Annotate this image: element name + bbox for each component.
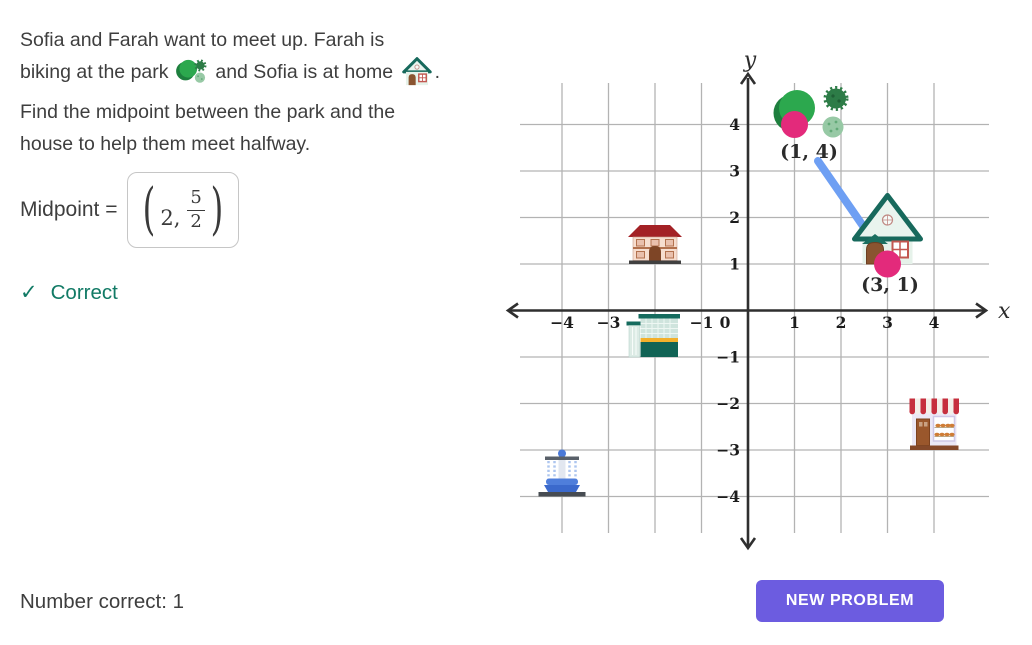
coordinate-plane[interactable]	[500, 30, 1032, 570]
fraction-numerator: 5	[190, 187, 202, 208]
answer-y-fraction	[187, 187, 204, 233]
problem-line: house to help them meet halfway.	[20, 133, 311, 155]
problem-text-segment: .	[434, 61, 440, 83]
point-park[interactable]	[781, 111, 808, 138]
origin-tick: 0	[719, 313, 731, 332]
close-paren: )	[210, 177, 224, 243]
answer-x-value: 2,	[160, 206, 181, 230]
problem-text-segment: and Sofia is at home	[215, 61, 394, 83]
y-tick: −2	[716, 394, 740, 413]
score-text: Number correct:	[20, 590, 167, 613]
problem-text	[20, 24, 510, 160]
fountain-icon	[539, 450, 586, 497]
teal-building-icon	[627, 314, 681, 357]
problem-text-segment: biking at the park	[20, 61, 169, 83]
new-problem-button[interactable]: NEW PROBLEM	[756, 580, 944, 622]
midpoint-answer-box[interactable]	[127, 172, 238, 248]
bakery-icon	[909, 399, 959, 451]
y-tick: 2	[729, 208, 740, 227]
feedback-text: Correct	[50, 280, 118, 304]
x-tick: −1	[689, 313, 714, 332]
home-icon	[401, 56, 433, 96]
point-label-park: (1, 4)	[780, 141, 838, 163]
y-tick: −4	[716, 487, 740, 506]
y-tick: −1	[716, 347, 740, 367]
x-tick: 1	[789, 313, 800, 332]
y-tick: 4	[729, 115, 740, 134]
y-tick: −3	[716, 440, 740, 460]
x-tick: 4	[928, 313, 940, 332]
park-icon	[176, 58, 208, 96]
problem-line: Sofia and Farah want to meet up. Farah is	[20, 29, 385, 51]
open-paren: (	[143, 177, 156, 243]
x-tick: −3	[596, 313, 621, 332]
x-tick: −4	[550, 313, 574, 332]
problem-line	[20, 56, 510, 96]
point-label-house: (3, 1)	[861, 274, 919, 296]
x-axis-label: x	[998, 299, 1011, 324]
x-tick-labels	[550, 313, 939, 332]
fraction-denominator: 2	[187, 210, 204, 234]
red-building-icon	[628, 225, 682, 264]
problem-line: Find the midpoint between the park and the	[20, 101, 396, 123]
score-label	[20, 590, 184, 614]
midpoint-label: Midpoint =	[20, 198, 118, 221]
check-icon: ✓	[20, 281, 38, 304]
score-value: 1	[172, 590, 185, 613]
x-tick: 3	[882, 313, 893, 332]
y-tick: 1	[729, 254, 740, 274]
feedback-correct	[20, 280, 510, 305]
y-tick: 3	[729, 161, 740, 181]
grid	[520, 83, 989, 533]
x-tick: 2	[835, 313, 847, 332]
midpoint-row	[20, 172, 510, 248]
problem-panel	[20, 24, 510, 305]
y-axis-label: y	[743, 48, 757, 73]
